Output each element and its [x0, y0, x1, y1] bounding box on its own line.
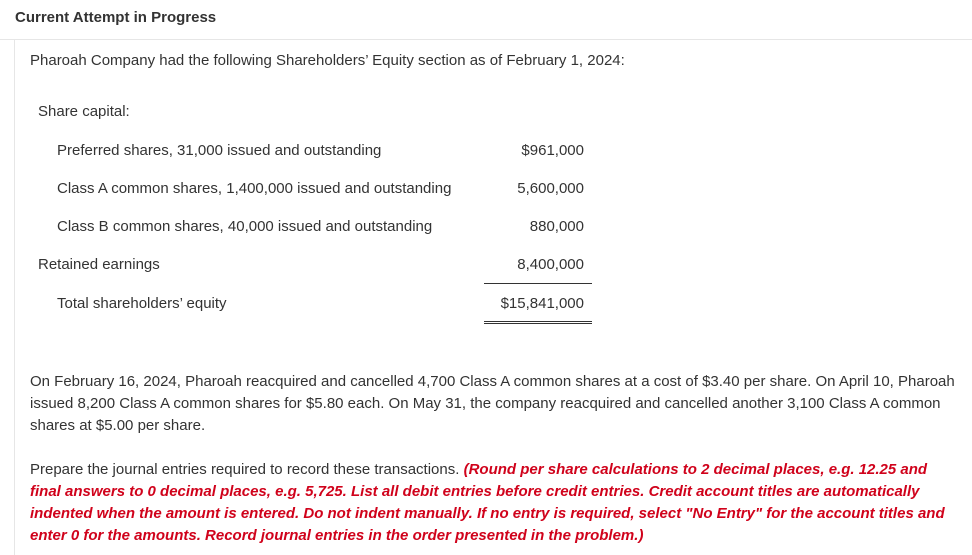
prompt-text: Prepare the journal entries required to record these transactions. — [30, 461, 460, 478]
question-intro: Pharoah Company had the following Shareholders’ Equity section as of February 1, 2024: — [30, 52, 625, 69]
transactions-text: On February 16, 2024, Pharoah reacquired and cancelled 4,700 Class A common shares at a cost of $3.40 per share. On April 10, Pharoah issued 8,200 Class A common shares for $5.80 each. On May 31, the company reacquired and cancelled another 3,100 Class A common shares at $5.00 per share. — [30, 373, 955, 434]
class-a-shares-amount: 5,600,000 — [517, 180, 584, 197]
class-a-shares-label: Class A common shares, 1,400,000 issued and outstanding — [57, 180, 452, 197]
retained-earnings-amount: 8,400,000 — [517, 256, 584, 273]
class-b-shares-amount: 880,000 — [529, 218, 584, 235]
attempt-status-title: Current Attempt in Progress — [15, 9, 217, 26]
total-equity-amount: $15,841,000 — [500, 295, 584, 312]
instructions-text: (Round per share calculations to 2 decimal places, e.g. 12.25 and final answers to 0 decimal places, e.g. 5,725. List all debit entries before credit entries. Credit account titles are automatically indented when the amount is entered. Do not indent manually. If no entry is required, select "No Entry" for the account titles and enter 0 for the amounts. Record journal entries in the order presented in the problem.) — [30, 461, 945, 544]
preferred-shares-label: Preferred shares, 31,000 issued and outstanding — [57, 142, 382, 159]
share-capital-row — [0, 103, 600, 125]
total-equity-row — [0, 295, 600, 317]
class-a-shares-row — [0, 180, 600, 202]
preferred-shares-row — [0, 142, 600, 164]
instructions-block — [30, 459, 955, 547]
retained-earnings-row — [0, 256, 600, 278]
total-equity-label: Total shareholders’ equity — [57, 295, 227, 312]
subtotal-rule — [484, 283, 592, 284]
class-b-shares-row — [0, 218, 600, 240]
preferred-shares-amount: $961,000 — [521, 142, 584, 159]
total-double-rule — [484, 321, 592, 324]
page-header — [0, 0, 972, 40]
share-capital-label: Share capital: — [38, 103, 130, 120]
class-b-shares-label: Class B common shares, 40,000 issued and outstanding — [57, 218, 433, 235]
retained-earnings-label: Retained earnings — [38, 256, 160, 273]
